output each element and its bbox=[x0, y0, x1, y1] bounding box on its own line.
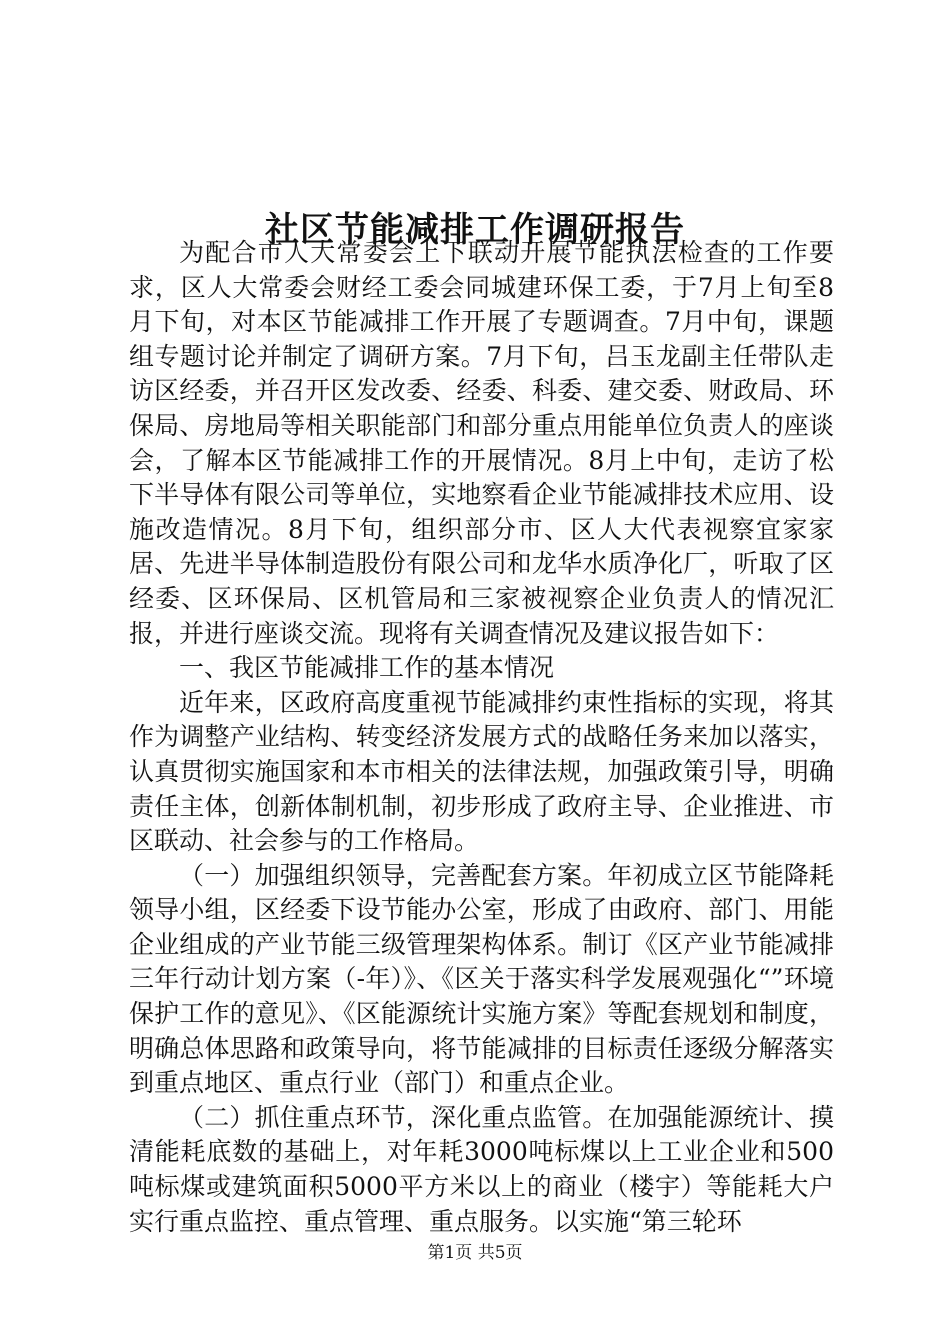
paragraph-overview: 近年来，区政府高度重视节能减排约束性指标的实现，将其作为调整产业结构、转变经济发展方式的战略任务来加以落实，认真贯彻实施国家和本市相关的法律法规，加强政策引导，明确责任主体，创新体制机制，初步形成了政府主导、企业推进、市区联动、社会参与的工作格局。 bbox=[129, 687, 834, 856]
section-heading-1: 一、我区节能减排工作的基本情况 bbox=[179, 653, 555, 683]
document-body bbox=[129, 236, 834, 1239]
page-title: 社区节能减排工作调研报告 bbox=[265, 209, 685, 250]
page-footer: 第1页 共5页 bbox=[427, 1243, 523, 1263]
paragraph-point-1: （一）加强组织领导，完善配套方案。年初成立区节能降耗领导小组，区经委下设节能办公室，形成了由政府、部门、用能企业组成的产业节能三级管理架构体系。制订《区产业节能减排三年行动计划方案（-年）》、《区关于落实科学发展观强化“”环境保护工作的意见》、《区能源统计实施方案》等配套规划和制度，明确总体思路和政策导向，将节能减排的目标责任逐级分解落实到重点地区、重点行业（部门）和重点企业。 bbox=[129, 860, 834, 1098]
paragraph-point-2: （二）抓住重点环节，深化重点监管。在加强能源统计、摸清能耗底数的基础上，对年耗3000吨标煤以上工业企业和500吨标煤或建筑面积5000平方米以上的商业（楼宇）等能耗大户实行重点监控、重点管理、重点服务。以实施“第三轮环 bbox=[129, 1102, 834, 1236]
paragraph-intro: 为配合市人大常委会上下联动开展节能执法检查的工作要求，区人大常委会财经工委会同城建环保工委，于7月上旬至8月下旬，对本区节能减排工作开展了专题调查。7月中旬，课题组专题讨论并制定了调研方案。7月下旬，吕玉龙副主任带队走访区经委，并召开区发改委、经委、科委、建交委、财政局、环保局、房地局等相关职能部门和部分重点用能单位负责人的座谈会，了解本区节能减排工作的开展情况。8月上中旬，走访了松下半导体有限公司等单位，实地察看企业节能减排技术应用、设施改造情况。8月下旬，组织部分市、区人大代表视察宜家家居、先进半导体制造股份有限公司和龙华水质净化厂，听取了区经委、区环保局、区机管局和三家被视察企业负责人的情况汇报，并进行座谈交流。现将有关调查情况及建议报告如下： bbox=[129, 238, 834, 648]
